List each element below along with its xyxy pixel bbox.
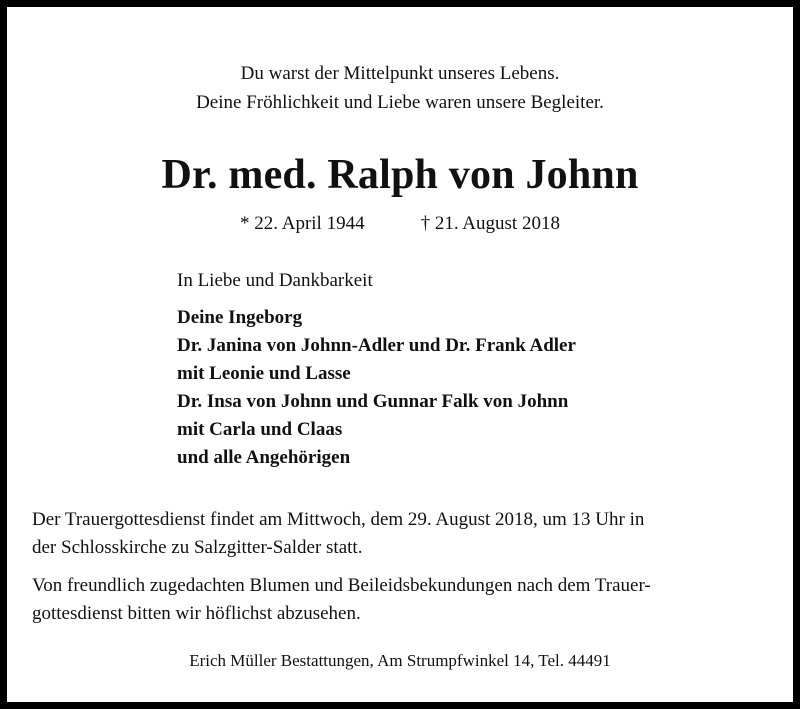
- undertaker-info: Erich Müller Bestattungen, Am Strumpfwinkel 14, Tel. 44491: [189, 651, 611, 670]
- mourner-line: und alle Angehörigen: [177, 447, 351, 468]
- mourner-line: Dr. Insa von Johnn und Gunnar Falk von Johnn: [177, 391, 569, 412]
- mourners-intro: In Liebe und Dankbarkeit: [177, 270, 373, 291]
- mourner-line: Dr. Janina von Johnn-Adler und Dr. Frank Adler: [177, 335, 576, 356]
- flowers-line-2: gottesdienst bitten wir höflichst abzusehen.: [32, 603, 361, 624]
- flowers-note: [32, 572, 782, 628]
- deceased-name: Dr. med. Ralph von Johnn: [161, 152, 639, 198]
- life-dates: [7, 210, 793, 238]
- motto-line-2: Deine Fröhlichkeit und Liebe waren unsere Begleiter.: [196, 92, 604, 113]
- death-date: † 21. August 2018: [420, 213, 560, 234]
- service-info: [32, 506, 782, 562]
- birth-date: * 22. April 1944: [240, 213, 365, 234]
- flowers-line-1: Von freundlich zugedachten Blumen und Beileidsbekundungen nach dem Trauer-: [32, 575, 651, 596]
- motto: [7, 59, 793, 117]
- service-line-2: der Schlosskirche zu Salzgitter-Salder statt.: [32, 537, 363, 558]
- mourner-line: mit Carla und Claas: [177, 419, 343, 440]
- service-line-1: Der Trauergottesdienst findet am Mittwoch, dem 29. August 2018, um 13 Uhr in: [32, 509, 645, 530]
- motto-line-1: Du warst der Mittelpunkt unseres Lebens.: [240, 63, 560, 84]
- mourner-line: Deine Ingeborg: [177, 307, 303, 328]
- mourners-list: [177, 304, 576, 472]
- mourner-line: mit Leonie und Lasse: [177, 363, 351, 384]
